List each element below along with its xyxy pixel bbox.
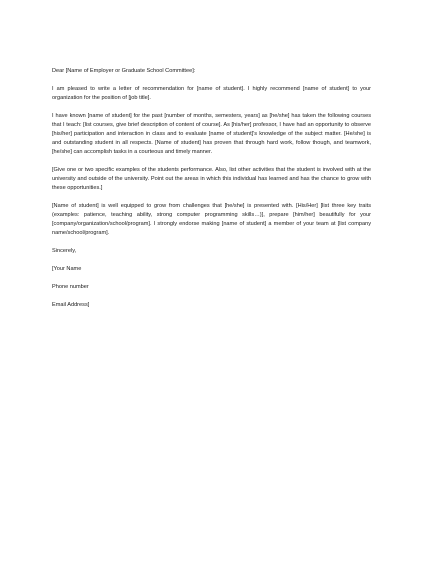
recommendation-letter	[52, 67, 371, 310]
letter-closing: Sincerely,	[52, 248, 77, 254]
letter-paragraph-relationship: I have known [name of student] for the past [number of months, semesters, years] as [he/she] has taken the following courses that I teach: [list courses, give brief description of content of course]. As [his/her] professor, I have had an opportunity to observe [his/her] participation and interaction in class and to evaluate [name of student]'s knowledge of the subject matter. [He/she] is and outstanding student in all respects. [Name of student] has proven that through hard work, follow though, and teamwork, [he/she] can accomplish tasks in a courteous and timely manner.	[52, 113, 371, 155]
signer-email: Email Address]	[52, 302, 90, 308]
signer-name: [Your Name	[52, 266, 82, 272]
letter-paragraph-endorsement: [Name of student] is well equipped to grow from challenges that [he/she] is presented with. [His/Her] [list three key traits (examples: patience, teaching ability, strong computer programming skills…)], prepare [him/her] beautifully for your [company/organization/school/program]. I strongly endorse making [name of student] a member of your team at [list company name/school/program].	[52, 203, 371, 236]
letter-salutation: Dear [Name of Employer or Graduate School Committee]:	[52, 68, 196, 74]
letter-paragraph-intro: I am pleased to write a letter of recommendation for [name of student]. I highly recommend [name of student] to your organization for the position of [job title].	[52, 86, 371, 101]
signer-phone: Phone number	[52, 284, 89, 290]
letter-paragraph-examples: [Give one or two specific examples of the students performance. Also, list other activities that the student is involved with at the university and outside of the university. Point out the areas in which this individual has learned and has the chance to grow with these opportunities.]	[52, 167, 371, 191]
